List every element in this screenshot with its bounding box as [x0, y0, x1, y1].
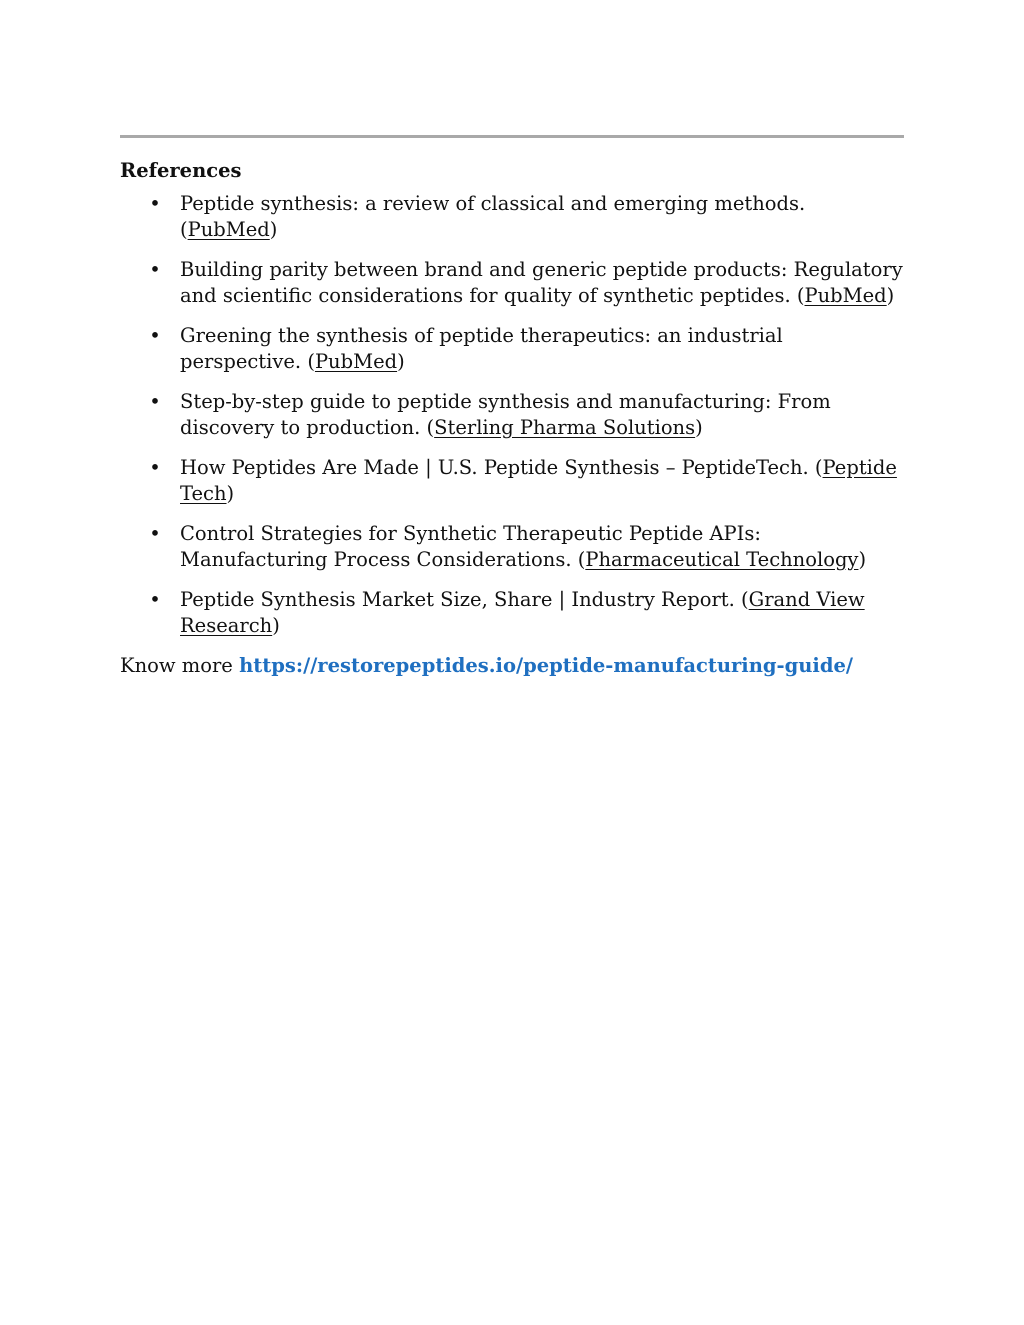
reference-item [120, 389, 904, 441]
reference-item [120, 257, 904, 309]
reference-source-link[interactable]: Peptide Tech [180, 456, 897, 505]
reference-source-link[interactable]: PubMed [314, 350, 398, 373]
know-more-link[interactable]: https://restorepeptides.io/peptide-manufacturing-guide/ [239, 654, 853, 677]
bullet-icon: • [149, 258, 161, 281]
references-heading: References [120, 159, 242, 182]
reference-close-paren: ) [272, 614, 280, 637]
reference-text: Peptide synthesis: a review of classical and emerging methods. ( [180, 192, 806, 241]
reference-text: Control Strategies for Synthetic Therapeutic Peptide APIs: Manufacturing Process Considerations. ( [180, 522, 761, 571]
reference-close-paren: ) [397, 350, 405, 373]
reference-close-paren: ) [886, 284, 895, 307]
reference-close-paren: ) [858, 548, 867, 571]
reference-close-paren: ) [269, 218, 278, 241]
reference-text: Building parity between brand and generic peptide products: Regulatory and scientific considerations for quality of synthetic peptides. ( [180, 258, 903, 307]
references-list [120, 191, 904, 639]
reference-source-link[interactable]: PubMed [187, 218, 270, 241]
bullet-icon: • [149, 390, 161, 413]
reference-text: Peptide Synthesis Market Size, Share | Industry Report. ( [180, 588, 749, 611]
bullet-icon: • [149, 588, 161, 611]
reference-source-link[interactable]: Sterling Pharma Solutions [434, 416, 696, 439]
know-more-label: Know more [120, 654, 233, 677]
horizontal-divider [120, 135, 904, 138]
reference-text: Greening the synthesis of peptide therapeutics: an industrial perspective. ( [180, 324, 783, 373]
references-section [120, 158, 904, 679]
reference-item [120, 455, 904, 507]
reference-close-paren: ) [226, 482, 235, 505]
reference-source-link[interactable]: PubMed [804, 284, 887, 307]
reference-source-link[interactable]: Pharmaceutical Technology [585, 548, 859, 571]
bullet-icon: • [149, 456, 161, 479]
reference-close-paren: ) [695, 416, 703, 439]
reference-text: Step-by-step guide to peptide synthesis and manufacturing: From discovery to production. ( [180, 390, 831, 439]
reference-item [120, 191, 904, 243]
reference-item [120, 587, 904, 639]
reference-text: How Peptides Are Made | U.S. Peptide Synthesis – PeptideTech. ( [180, 456, 823, 479]
reference-item [120, 521, 904, 573]
bullet-icon: • [149, 522, 161, 545]
reference-item [120, 323, 904, 375]
reference-source-link[interactable]: Grand View Research [180, 588, 865, 637]
know-more-line [120, 653, 904, 679]
bullet-icon: • [149, 192, 161, 215]
bullet-icon: • [149, 324, 161, 347]
